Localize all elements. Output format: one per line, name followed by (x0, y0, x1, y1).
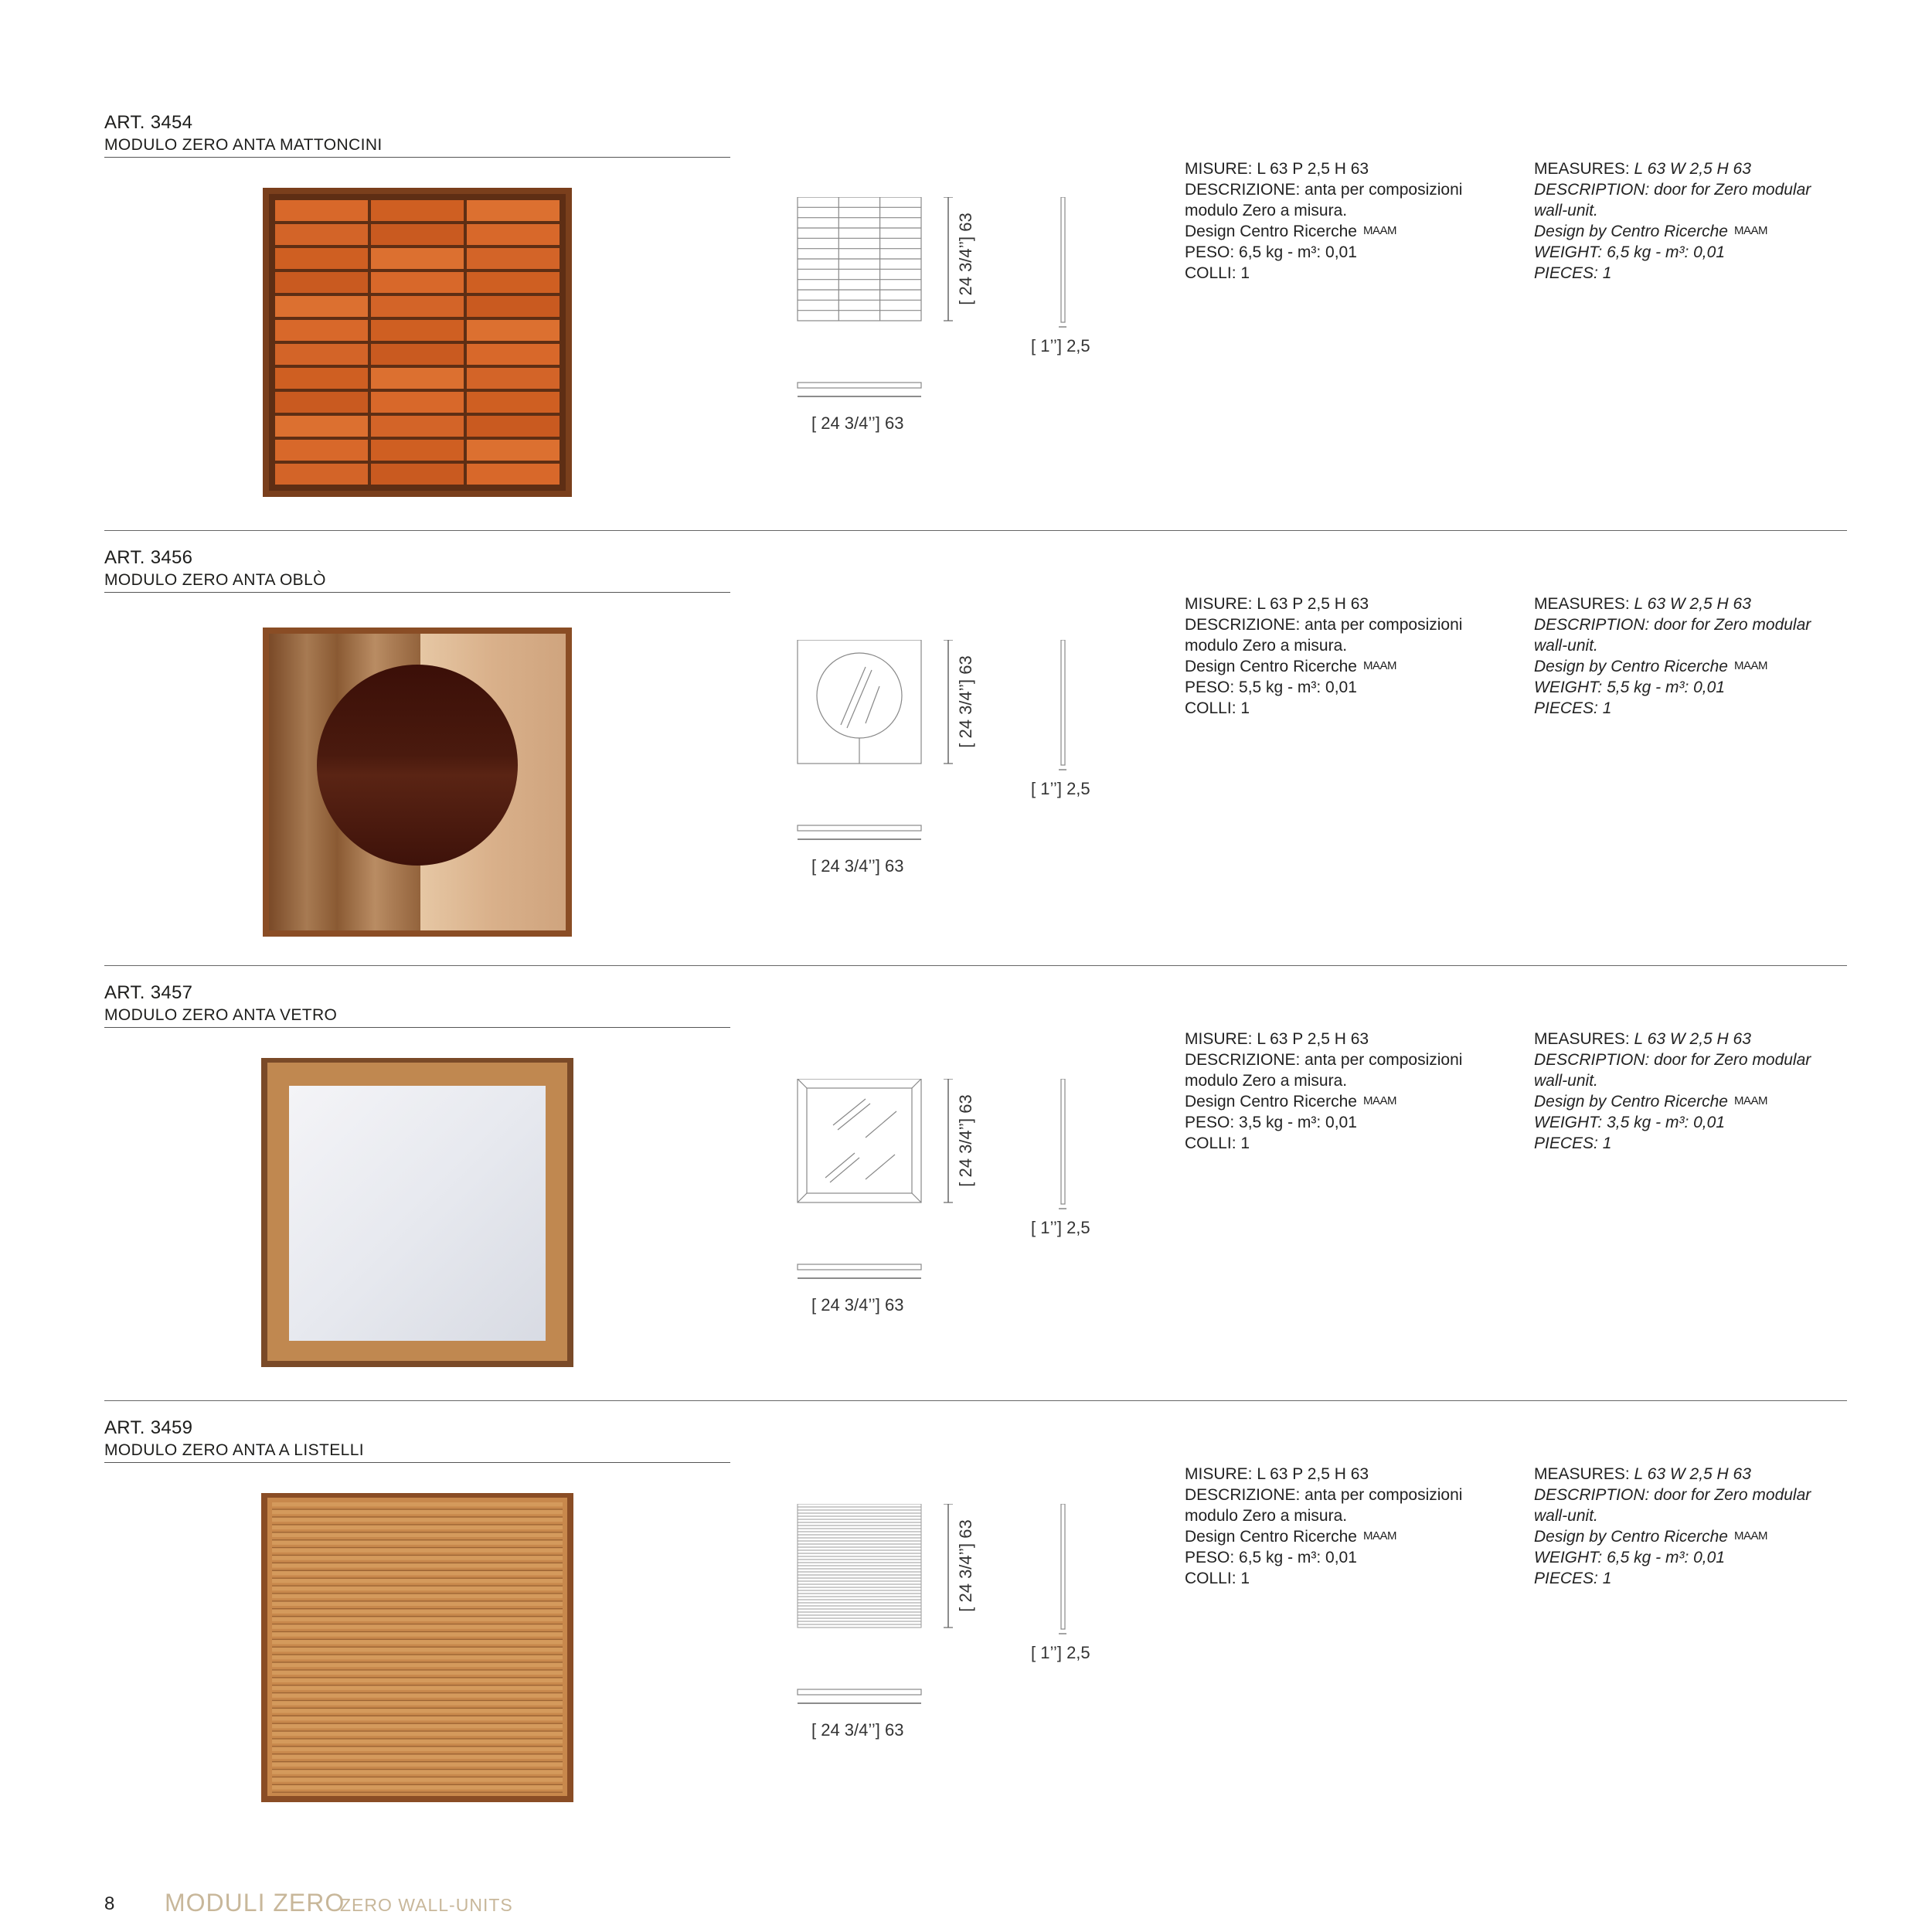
title-rule (104, 592, 730, 593)
measures-it: MISURE: L 63 P 2,5 H 63 (1185, 1465, 1369, 1483)
measures-en-value: L 63 W 2,5 H 63 (1634, 160, 1751, 178)
pieces-it: COLLI: 1 (1185, 1134, 1250, 1153)
height-dimension: [ 24 3/4’’] 63 (956, 1519, 975, 1612)
pieces-en: PIECES: 1 (1534, 1570, 1612, 1588)
info-italian (1185, 1029, 1494, 1154)
measures-en-label: MEASURES: (1534, 1030, 1630, 1048)
description-en-1: DESCRIPTION: door for Zero modular (1534, 181, 1811, 199)
weight-it: PESO: 3,5 kg - m³: 0,01 (1185, 1114, 1357, 1132)
pieces-it: COLLI: 1 (1185, 1570, 1250, 1588)
footer-subtitle: ZERO WALL-UNITS (340, 1895, 513, 1915)
description-en-1: DESCRIPTION: door for Zero modular (1534, 1051, 1811, 1069)
art-code: ART. 3457 (104, 982, 193, 1003)
description-it-1: DESCRIZIONE: anta per composizioni (1185, 1486, 1463, 1504)
art-code: ART. 3454 (104, 112, 193, 133)
weight-en: WEIGHT: 6,5 kg - m³: 0,01 (1534, 243, 1725, 262)
weight-it: PESO: 5,5 kg - m³: 0,01 (1185, 679, 1357, 697)
design-it: Design Centro Ricerche (1185, 658, 1357, 675)
weight-en: WEIGHT: 5,5 kg - m³: 0,01 (1534, 679, 1725, 697)
description-en-2: wall-unit. (1534, 202, 1598, 219)
depth-dimension: [ 1’’] 2,5 (1031, 336, 1090, 355)
design-it: Design Centro Ricerche (1185, 1093, 1357, 1111)
maam-logo: MAAM (1733, 224, 1767, 238)
measures-en-value: L 63 W 2,5 H 63 (1634, 1030, 1751, 1048)
info-italian (1185, 158, 1494, 284)
info-english (1534, 158, 1843, 284)
technical-drawing (788, 1504, 1113, 1759)
measures-it: MISURE: L 63 P 2,5 H 63 (1185, 160, 1369, 178)
height-dimension: [ 24 3/4’’] 63 (956, 655, 975, 748)
maam-logo: MAAM (1362, 224, 1396, 238)
width-dimension: [ 24 3/4’’] 63 (811, 1295, 904, 1315)
product-section-3456 (0, 547, 1932, 980)
weight-en: WEIGHT: 3,5 kg - m³: 0,01 (1534, 1114, 1725, 1132)
depth-dimension: [ 1’’] 2,5 (1031, 779, 1090, 798)
info-english (1534, 1464, 1843, 1589)
maam-logo: MAAM (1733, 659, 1767, 673)
technical-drawing (788, 197, 1113, 452)
description-en-1: DESCRIPTION: door for Zero modular (1534, 616, 1811, 634)
product-section-3457 (0, 982, 1932, 1415)
info-english (1534, 594, 1843, 719)
description-it-1: DESCRIZIONE: anta per composizioni (1185, 181, 1463, 199)
product-photo-vetro (261, 1058, 573, 1367)
art-name: MODULO ZERO ANTA A LISTELLI (104, 1441, 365, 1459)
section-separator (104, 530, 1847, 531)
info-english (1534, 1029, 1843, 1154)
measures-en-label: MEASURES: (1534, 160, 1630, 178)
depth-dimension: [ 1’’] 2,5 (1031, 1643, 1090, 1662)
description-it-2: modulo Zero a misura. (1185, 637, 1348, 655)
design-it: Design Centro Ricerche (1185, 1528, 1357, 1546)
art-name: MODULO ZERO ANTA OBLÒ (104, 571, 326, 589)
width-dimension: [ 24 3/4’’] 63 (811, 1720, 904, 1740)
description-it-1: DESCRIZIONE: anta per composizioni (1185, 616, 1463, 634)
maam-logo: MAAM (1362, 1529, 1396, 1543)
design-en: Design by Centro Ricerche (1534, 658, 1728, 675)
measures-it: MISURE: L 63 P 2,5 H 63 (1185, 1030, 1369, 1048)
description-en-2: wall-unit. (1534, 1507, 1598, 1525)
maam-logo: MAAM (1733, 1094, 1767, 1108)
section-separator (104, 1400, 1847, 1401)
description-it-2: modulo Zero a misura. (1185, 202, 1348, 219)
page-number: 8 (104, 1893, 115, 1914)
description-en-2: wall-unit. (1534, 1072, 1598, 1090)
maam-logo: MAAM (1733, 1529, 1767, 1543)
footer-title: MODULI ZERO (165, 1889, 345, 1917)
art-name: MODULO ZERO ANTA MATTONCINI (104, 136, 383, 154)
maam-logo: MAAM (1362, 659, 1396, 673)
description-it-2: modulo Zero a misura. (1185, 1507, 1348, 1525)
product-section-3454 (0, 112, 1932, 545)
measures-en-label: MEASURES: (1534, 595, 1630, 613)
depth-dimension: [ 1’’] 2,5 (1031, 1218, 1090, 1237)
description-it-2: modulo Zero a misura. (1185, 1072, 1348, 1090)
pieces-it: COLLI: 1 (1185, 699, 1250, 718)
art-code: ART. 3459 (104, 1417, 193, 1438)
title-rule (104, 1462, 730, 1463)
design-it: Design Centro Ricerche (1185, 223, 1357, 240)
description-en-1: DESCRIPTION: door for Zero modular (1534, 1486, 1811, 1504)
info-italian (1185, 594, 1494, 719)
title-rule (104, 1027, 730, 1028)
measures-en-value: L 63 W 2,5 H 63 (1634, 595, 1751, 613)
product-photo-oblo (263, 628, 572, 937)
section-separator (104, 965, 1847, 966)
maam-logo: MAAM (1362, 1094, 1396, 1108)
weight-it: PESO: 6,5 kg - m³: 0,01 (1185, 243, 1357, 262)
pieces-en: PIECES: 1 (1534, 1134, 1612, 1153)
description-it-1: DESCRIZIONE: anta per composizioni (1185, 1051, 1463, 1069)
height-dimension: [ 24 3/4’’] 63 (956, 1094, 975, 1187)
width-dimension: [ 24 3/4’’] 63 (811, 856, 904, 876)
measures-en-value: L 63 W 2,5 H 63 (1634, 1465, 1751, 1483)
measures-en-label: MEASURES: (1534, 1465, 1630, 1483)
product-photo-listelli (261, 1493, 573, 1802)
design-en: Design by Centro Ricerche (1534, 1093, 1728, 1111)
art-code: ART. 3456 (104, 547, 193, 568)
width-dimension: [ 24 3/4’’] 63 (811, 413, 904, 433)
technical-drawing (788, 1079, 1113, 1334)
weight-en: WEIGHT: 6,5 kg - m³: 0,01 (1534, 1549, 1725, 1567)
design-en: Design by Centro Ricerche (1534, 1528, 1728, 1546)
title-rule (104, 157, 730, 158)
description-en-2: wall-unit. (1534, 637, 1598, 655)
info-italian (1185, 1464, 1494, 1589)
technical-drawing (788, 640, 1113, 895)
product-photo-mattoncini (263, 188, 572, 497)
pieces-en: PIECES: 1 (1534, 264, 1612, 283)
measures-it: MISURE: L 63 P 2,5 H 63 (1185, 595, 1369, 613)
product-section-3459 (0, 1417, 1932, 1850)
design-en: Design by Centro Ricerche (1534, 223, 1728, 240)
weight-it: PESO: 6,5 kg - m³: 0,01 (1185, 1549, 1357, 1567)
pieces-it: COLLI: 1 (1185, 264, 1250, 283)
height-dimension: [ 24 3/4’’] 63 (956, 213, 975, 305)
art-name: MODULO ZERO ANTA VETRO (104, 1006, 338, 1024)
pieces-en: PIECES: 1 (1534, 699, 1612, 718)
